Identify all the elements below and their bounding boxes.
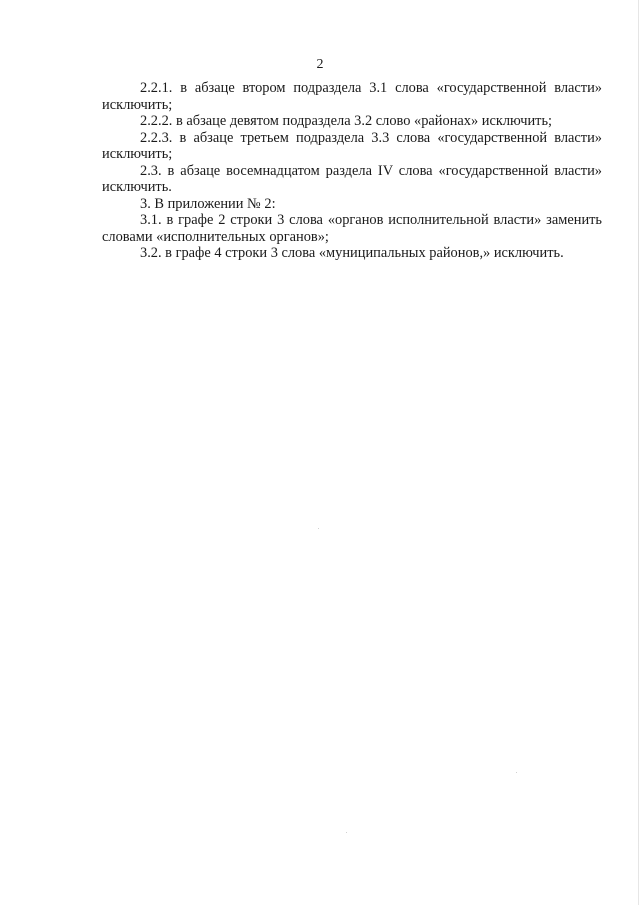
paragraph-3-1: 3.1. в графе 2 строки 3 слова «органов исполнительной власти» заменить словами «исполнительных органов»;: [102, 212, 602, 245]
scan-speck: [318, 528, 319, 529]
scan-speck: [516, 772, 517, 773]
paragraph-2-3: 2.3. в абзаце восемнадцатом раздела IV слова «государственной власти» исключить.: [102, 162, 602, 195]
page-number: 2: [316, 57, 324, 72]
paragraph-2-2-2: 2.2.2. в абзаце девятом подраздела 3.2 слово «районах» исключить;: [140, 113, 553, 129]
document-body: [102, 80, 602, 262]
paragraph-2-2-3: 2.2.3. в абзаце третьем подраздела 3.3 слова «государственной власти» исключить;: [102, 129, 602, 162]
paragraph-3-heading: 3. В приложении № 2:: [140, 195, 276, 212]
page-edge-shadow: [638, 0, 639, 905]
scan-speck: [346, 832, 347, 833]
paragraph-3-2: 3.2. в графе 4 строки 3 слова «муниципальных районов,» исключить.: [140, 245, 564, 261]
paragraph-2-2-1: 2.2.1. в абзаце втором подраздела 3.1 слова «государственной власти» исключить;: [102, 80, 602, 113]
